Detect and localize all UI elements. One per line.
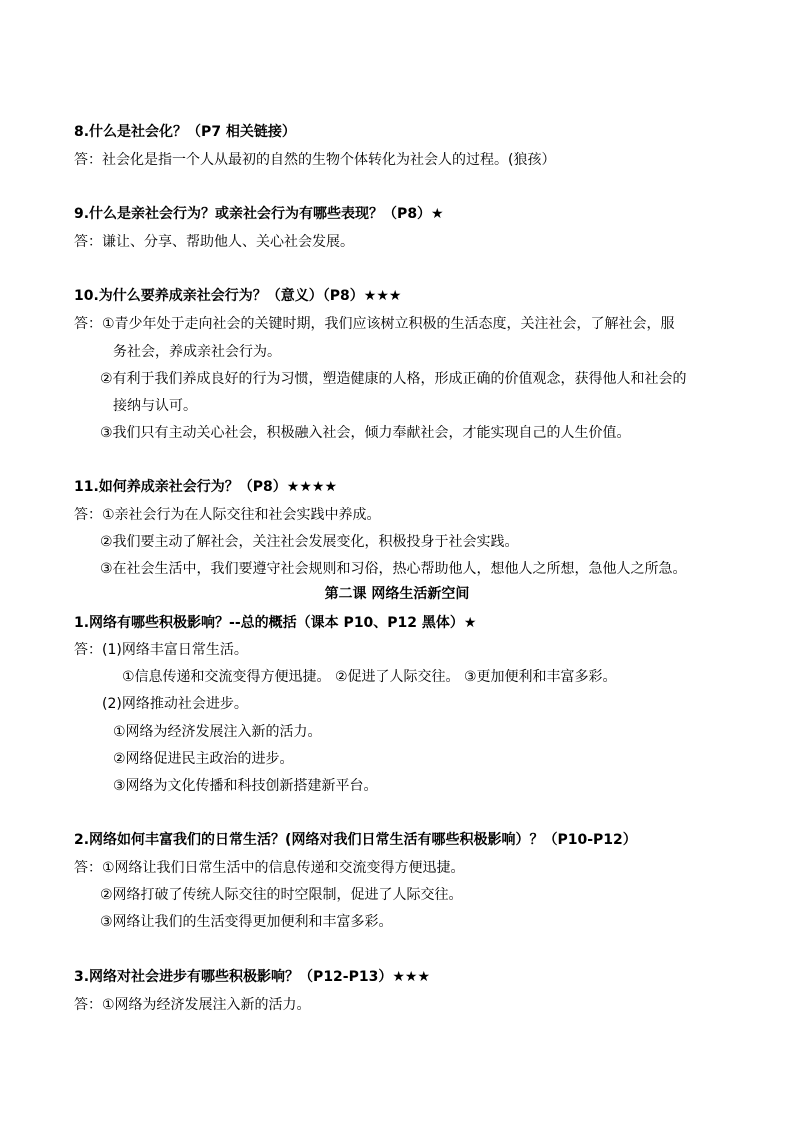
l2-q1-answer-1-items: ①信息传递和交流变得方便迅捷。 ②促进了人际交往。 ③更加便利和丰富多彩。 <box>122 669 617 685</box>
l2-q1-answer-2-item-3: ③网络为文化传播和科技创新搭建新平台。 <box>113 778 378 794</box>
l2-q1-question: 1.网络有哪些积极影响？--总的概括（课本 P10、P12 黑体）★ <box>74 615 477 631</box>
l2-q1-answer-1: 答：(1)网络丰富日常生活。 <box>74 642 248 658</box>
q10-answer-1: 答：①青少年处于走向社会的关键时期，我们应该树立积极的生活态度，关注社会，了解社会，服 <box>74 316 675 332</box>
l2-q2-answer-3: ③网络让我们的生活变得更加便利和丰富多彩。 <box>100 914 393 930</box>
l2-q1-answer-2: (2)网络推动社会进步。 <box>102 696 248 712</box>
l2-q1-answer-2-item-2: ②网络促进民主政治的进步。 <box>113 751 294 767</box>
q9-answer: 答：谦让、分享、帮助他人、关心社会发展。 <box>74 234 354 250</box>
q9-question: 9.什么是亲社会行为？或亲社会行为有哪些表现？（P8）★ <box>74 206 444 222</box>
q10-answer-3: ③我们只有主动关心社会，积极融入社会，倾力奉献社会，才能实现自己的人生价值。 <box>100 425 631 441</box>
q8-question: 8.什么是社会化？（P7 相关链接） <box>74 124 296 140</box>
q10-question: 10.为什么要养成亲社会行为？（意义）（P8）★★★ <box>74 288 402 304</box>
q11-answer-1: 答：①亲社会行为在人际交往和社会实践中养成。 <box>74 507 381 523</box>
l2-q3-question: 3.网络对社会进步有哪些积极影响？（P12-P13）★★★ <box>74 969 431 985</box>
l2-q2-question: 2.网络如何丰富我们的日常生活？(网络对我们日常生活有哪些积极影响）？（P10-P12） <box>74 832 637 848</box>
l2-q3-answer-1: 答：①网络为经济发展注入新的活力。 <box>74 997 311 1013</box>
l2-q2-answer-2: ②网络打破了传统人际交往的时空限制，促进了人际交往。 <box>100 887 463 903</box>
q11-question: 11.如何养成亲社会行为？（P8）★★★★ <box>74 479 338 495</box>
q10-answer-2: ②有利于我们养成良好的行为习惯，塑造健康的人格，形成正确的价值观念，获得他人和社会的 <box>100 371 687 387</box>
l2-q1-answer-2-item-1: ①网络为经济发展注入新的活力。 <box>113 724 322 740</box>
q10-answer-1-cont: 务社会，养成亲社会行为。 <box>113 344 281 360</box>
q8-answer: 答：社会化是指一个人从最初的自然的生物个体转化为社会人的过程。(狼孩） <box>74 152 556 168</box>
l2-q2-answer-1: 答：①网络让我们日常生活中的信息传递和交流变得方便迅捷。 <box>74 860 465 876</box>
lesson2-title: 第二课 网络生活新空间 <box>324 586 470 602</box>
q10-answer-2-cont: 接纳与认可。 <box>113 398 197 414</box>
q11-answer-2: ②我们要主动了解社会，关注社会发展变化，积极投身于社会实践。 <box>100 534 519 550</box>
q11-answer-3: ③在社会生活中，我们要遵守社会规则和习俗，热心帮助他人，想他人之所想，急他人之所急。 <box>100 561 687 577</box>
